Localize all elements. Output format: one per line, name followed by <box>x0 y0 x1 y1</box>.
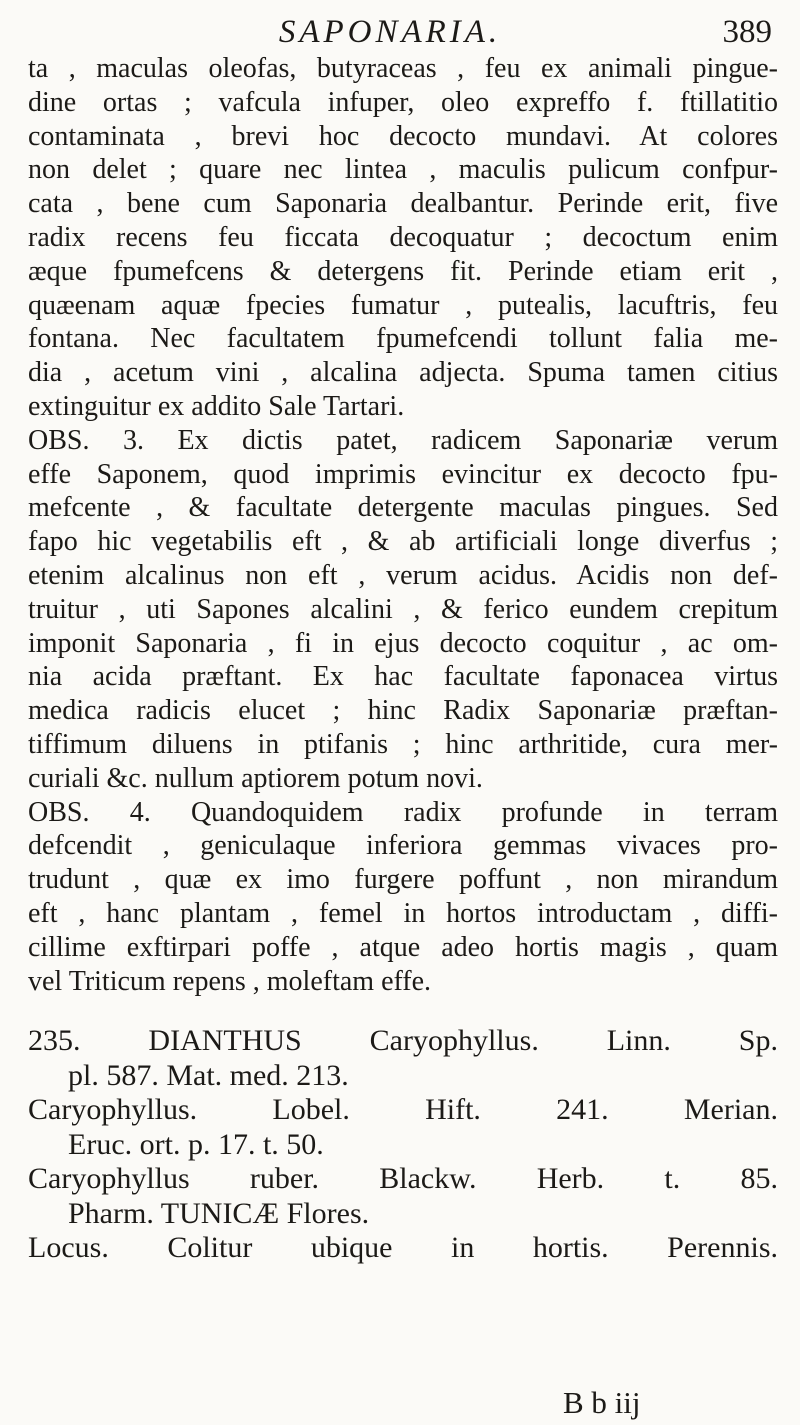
text-line: effe Saponem, quod imprimis evincitur ex decocto fpu- <box>28 458 778 490</box>
text-line: medica radicis elucet ; hinc Radix Saponariæ præftan- <box>28 695 778 727</box>
entry-heading: 235. DIANTHUS Caryophyllus. Linn. Sp. <box>28 1024 778 1058</box>
text-line: radix recens feu ficcata decoquatur ; decoctum enim <box>28 221 778 253</box>
text-line: fontana. Nec facultatem fpumefcendi tollunt falia me- <box>28 323 778 355</box>
entry-line: Caryophyllus ruber. Blackw. Herb. t. 85. <box>28 1162 778 1196</box>
section-gap <box>28 998 778 1024</box>
text-line: æque fpumefcens & detergens fit. Perinde etiam erit , <box>28 255 778 287</box>
text-line: vel Triticum repens , moleftam effe. <box>28 965 432 997</box>
text-line: quæenam aquæ fpecies fumatur , putealis, lacuftris, feu <box>28 289 778 321</box>
text-line: extinguitur ex addito Sale Tartari. <box>28 390 405 422</box>
text-line: dia , acetum vini , alcalina adjecta. Spuma tamen citius <box>28 357 778 389</box>
text-line: fapo hic vegetabilis eft , & ab artificiali longe diverfus ; <box>28 526 778 558</box>
signature-mark: B b iij <box>563 1385 641 1420</box>
text-line: etenim alcalinus non eft , verum acidus. Acidis non def- <box>28 559 778 591</box>
text-line: nia acida præftant. Ex hac facultate faponacea virtus <box>28 661 778 693</box>
text-line: OBS. 3. Ex dictis patet, radicem Saponariæ verum <box>28 424 778 456</box>
entry-line: Eruc. ort. p. 17. t. 50. <box>68 1127 324 1161</box>
text-line: trudunt , quæ ex imo furgere poffunt , non mirandum <box>28 864 778 896</box>
text-line: mefcente , & facultate detergente maculas pingues. Sed <box>28 492 778 524</box>
text-line: contaminata , brevi hoc decocto mundavi. At colores <box>28 120 778 152</box>
text-line: ta , maculas oleofas, butyraceas , feu ex animali pingue- <box>28 53 778 84</box>
text-line: non delet ; quare nec lintea , maculis pulicum confpur- <box>28 154 778 186</box>
text-line: imponit Saponaria , fi in ejus decocto coquitur , ac om- <box>28 627 778 659</box>
entry-235 <box>28 1024 778 1266</box>
entry-locus: Locus. Colitur ubique in hortis. Perennis. <box>28 1231 778 1265</box>
text-line: cillime exftirpari poffe , atque adeo hortis magis , quam <box>28 931 778 963</box>
text-line: tiffimum diluens in ptifanis ; hinc arthritide, cura mer- <box>28 728 778 760</box>
body-text <box>28 52 778 1266</box>
entry-line: Pharm. TUNICÆ Flores. <box>68 1196 370 1230</box>
text-line: cata , bene cum Saponaria dealbantur. Perinde erit, five <box>28 188 778 220</box>
entry-line: pl. 587. Mat. med. 213. <box>68 1058 349 1092</box>
text-line: truitur , uti Sapones alcalini , & ferico eundem crepitum <box>28 593 778 625</box>
page-number: 389 <box>722 14 772 50</box>
running-title: SAPONARIA. <box>278 14 502 50</box>
text-line: dine ortas ; vafcula infuper, oleo expreffo f. ftillatitio <box>28 86 778 118</box>
text-line: curiali &c. nullum aptiorem potum novi. <box>28 762 483 794</box>
text-line: eft , hanc plantam , femel in hortos introductam , diffi- <box>28 897 778 929</box>
entry-line: Caryophyllus. Lobel. Hift. 241. Merian. <box>28 1093 778 1127</box>
text-line: defcendit , geniculaque inferiora gemmas vivaces pro- <box>28 830 778 862</box>
text-line: OBS. 4. Quandoquidem radix profunde in terram <box>28 796 778 828</box>
